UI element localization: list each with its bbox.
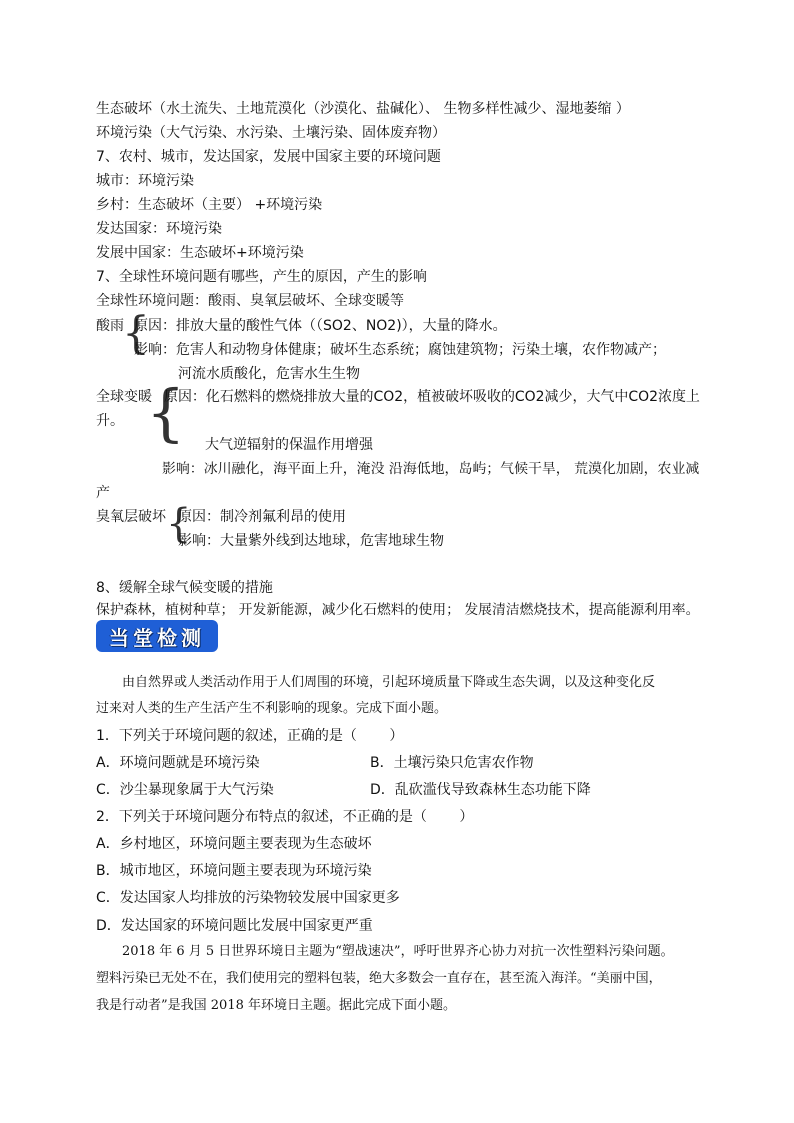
question-2-stem: 2．下列关于环境问题分布特点的叙述，不正确的是（ ） <box>96 809 474 825</box>
question-2-option-b[interactable]: B．城市地区，环境问题主要表现为环境污染 <box>96 863 372 879</box>
note-heading-regional-problems: 7、农村、城市，发达国家，发展中国家主要的环境问题 <box>96 149 441 165</box>
note-line-mitigation: 保护森林，植树种草； 开发新能源，减少化石燃料的使用； 发展清洁燃烧技术，提高能源利用率。 <box>96 602 700 618</box>
section-banner <box>96 620 218 652</box>
ozone-label: 臭氧层破坏 <box>96 509 166 525</box>
note-line-ecological-damage: 生态破坏（水土流失、土地荒漠化（沙漠化、盐碱化）、 生物多样性减少、湿地萎缩 ） <box>96 101 630 117</box>
acid-rain-effect: 影响：危害人和动物身体健康；破坏生态系统；腐蚀建筑物；污染土壤，农作物减产； <box>134 342 666 358</box>
global-warming-effect: 影响：冰川融化，海平面上升，淹没 沿海低地，岛屿；气候干旱， 荒漠化加剧，农业减 <box>162 461 700 477</box>
global-warming-brace: { <box>146 376 186 449</box>
ozone-brace: { <box>166 501 192 547</box>
acid-rain-label: 酸雨 <box>96 318 124 334</box>
question-2-option-c[interactable]: C．发达国家人均排放的污染物较发展中国家更多 <box>96 890 400 906</box>
ozone-cause: 原因：制冷剂氟利昂的使用 <box>178 509 346 525</box>
global-warming-effect-cont: 产 <box>96 485 110 501</box>
question-1-option-d[interactable]: D．乱砍滥伐导致森林生态功能下降 <box>370 782 591 798</box>
note-line-developed: 发达国家：环境污染 <box>96 221 222 237</box>
passage-1-line-1: 由自然界或人类活动作用于人们周围的环境，引起环境质量下降或生态失调，以及这种变化反 <box>122 675 656 690</box>
note-line-developing: 发展中国家：生态破坏+环境污染 <box>96 245 304 261</box>
question-1-option-a[interactable]: A．环境问题就是环境污染 <box>96 755 260 771</box>
note-line-global-list: 全球性环境问题：酸雨、臭氧层破坏、全球变暖等 <box>96 293 404 309</box>
question-2-option-d[interactable]: D．发达国家的环境问题比发展中国家更严重 <box>96 918 373 934</box>
note-line-pollution: 环境污染（大气污染、水污染、土壤污染、固体废弃物） <box>96 125 446 141</box>
acid-rain-effect-cont: 河流水质酸化，危害水生生物 <box>178 366 360 382</box>
passage-2-line-2: 塑料污染已无处不在，我们使用完的塑料包装，绝大多数会一直存在，甚至流入海洋。“美丽中国， <box>96 971 662 986</box>
section-banner-text: 当堂检测 <box>109 625 205 650</box>
global-warming-cause: 原因：化石燃料的燃烧排放大量的CO2，植被破坏吸收的CO2减少，大气中CO2浓度上 <box>164 389 700 405</box>
note-heading-global-problems: 7、全球性环境问题有哪些，产生的原因，产生的影响 <box>96 269 427 285</box>
note-line-village: 乡村：生态破坏（主要） +环境污染 <box>96 197 323 213</box>
acid-rain-cause: 原因：排放大量的酸性气体（（SO2、NO2)），大量的降水。 <box>134 318 507 334</box>
question-1-option-b[interactable]: B．土壤污染只危害农作物 <box>370 755 534 771</box>
acid-rain-brace: { <box>122 308 150 359</box>
note-line-city: 城市：环境污染 <box>96 173 194 189</box>
global-warming-cause-extra: 大气逆辐射的保温作用增强 <box>205 437 373 453</box>
passage-2-line-1: 2018 年 6 月 5 日世界环境日主题为“塑战速决”，呼吁世界齐心协力对抗一次性塑料污染问题。 <box>122 944 674 959</box>
note-heading-mitigation: 8、缓解全球气候变暖的措施 <box>96 580 273 596</box>
passage-1-line-2: 过来对人类的生产生活产生不利影响的现象。完成下面小题。 <box>96 701 448 716</box>
ozone-effect: 影响：大量紫外线到达地球，危害地球生物 <box>178 533 444 549</box>
question-1-option-c[interactable]: C．沙尘暴现象属于大气污染 <box>96 782 274 798</box>
question-1-stem: 1．下列关于环境问题的叙述，正确的是（ ） <box>96 728 404 744</box>
global-warming-cause-cont: 升。 <box>96 413 124 429</box>
question-2-option-a[interactable]: A．乡村地区，环境问题主要表现为生态破坏 <box>96 836 372 852</box>
global-warming-label: 全球变暖 <box>96 389 152 405</box>
passage-2-line-3: 我是行动者”是我国 2018 年环境日主题。据此完成下面小题。 <box>96 998 456 1013</box>
